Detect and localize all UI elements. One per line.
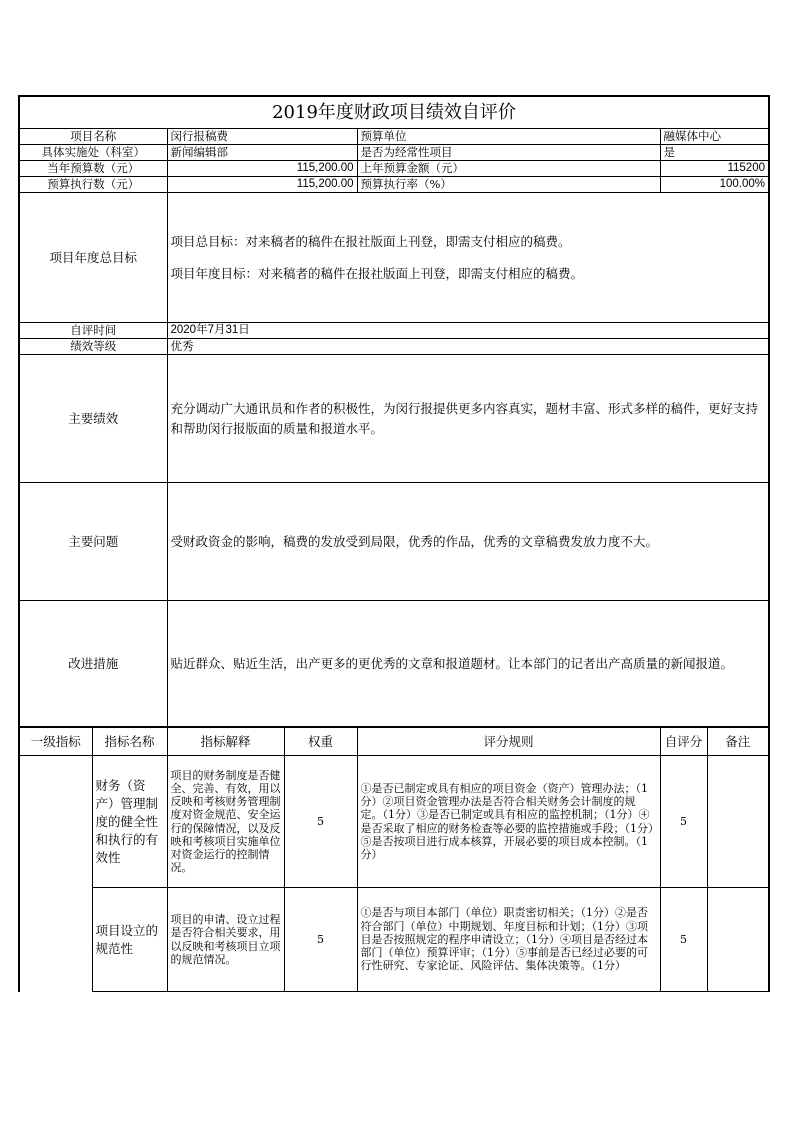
indicator-note [707,756,769,888]
performance-text: 充分调动广大通讯员和作者的积极性，为闵行报提供更多内容真实，题材丰富、形式多样的稿件，更好支持和帮助闵行报版面的质量和报道水平。 [167,355,769,483]
summary-table [18,95,770,727]
exec-amount: 115,200.00 [167,177,357,193]
problems-label: 主要问题 [19,483,167,601]
indicator-name: 项目设立的规范性 [92,888,167,992]
last-budget-label: 上年预算金额（元） [357,161,660,177]
header-rule: 评分规则 [357,728,660,756]
goals-content [167,193,769,323]
eval-time-label: 自评时间 [19,323,167,339]
goals-label: 项目年度总目标 [19,193,167,323]
table-row [19,756,769,888]
current-budget-label: 当年预算数（元） [19,161,167,177]
indicator-note [707,888,769,992]
header-note: 备注 [707,728,769,756]
measures-text: 贴近群众、贴近生活，出产更多的更优秀的文章和报道题材。让本部门的记者出产高质量的新闻报道。 [167,601,769,727]
last-budget: 115200 [660,161,769,177]
indicator-name: 财务（资产）管理制度的健全性和执行的有效性 [92,756,167,888]
indicator-rule: ①是否与项目本部门（单位）职责密切相关；（1分）②是否符合部门（单位）中期规划、年度目标和计划；（1分）③项目是否按照规定的程序申请设立；（1分）④项目是否经过本部门（单位）预算评审；（1分）⑤事前是否已经过必要的可行性研究、专家论证、风险评估、集体决策等。（1分） [357,888,660,992]
goal-overall: 项目总目标：对来稿者的稿件在报社版面上刊登，即需支付相应的稿费。 [170,233,571,249]
indicator-table [18,727,770,992]
problems-text: 受财政资金的影响，稿费的发放受到局限，优秀的作品，优秀的文章稿费发放力度不大。 [167,483,769,601]
exec-rate: 100.00% [660,177,769,193]
exec-amount-label: 预算执行数（元） [19,177,167,193]
indicator-explanation: 项目的财务制度是否健全、完善、有效，用以反映和考核财务管理制度对资金规范、安全运行的保障情况，以及反映和考核项目实施单位对资金运行的控制情况。 [167,756,284,888]
level1-cell [19,756,92,992]
indicator-weight: 5 [284,756,357,888]
exec-rate-label: 预算执行率（%） [357,177,660,193]
evaluation-sheet [18,95,768,992]
goal-annual: 项目年度目标：对来稿者的稿件在报社版面上刊登，即需支付相应的稿费。 [170,265,584,281]
eval-time: 2020年7月31日 [167,323,769,339]
performance-label: 主要绩效 [19,355,167,483]
project-name-label: 项目名称 [19,129,167,145]
page-title: 2019年度财政项目绩效自评价 [19,96,769,129]
indicator-score: 5 [660,888,707,992]
recurring: 是 [660,145,769,161]
dept-label: 具体实施处（科室） [19,145,167,161]
dept: 新闻编辑部 [167,145,357,161]
measures-label: 改进措施 [19,601,167,727]
grade-label: 绩效等级 [19,339,167,355]
grade: 优秀 [167,339,769,355]
header-weight: 权重 [284,728,357,756]
header-level1: 一级指标 [19,728,92,756]
budget-unit-label: 预算单位 [357,129,660,145]
budget-unit: 融媒体中心 [660,129,769,145]
header-score: 自评分 [660,728,707,756]
table-row [19,888,769,992]
current-budget: 115,200.00 [167,161,357,177]
header-indicator-name: 指标名称 [92,728,167,756]
recurring-label: 是否为经常性项目 [357,145,660,161]
indicator-weight: 5 [284,888,357,992]
project-name: 闵行报稿费 [167,129,357,145]
indicator-score: 5 [660,756,707,888]
indicator-rule: ①是否已制定或具有相应的项目资金（资产）管理办法；（1分）②项目资金管理办法是否符合相关财务会计制度的规定。（1分）③是否已制定或具有相应的监控机制；（1分）④是否采取了相应的财务检查等必要的监控措施或手段；（1分）⑤是否按项目进行成本核算，开展必要的项目成本控制。（1分） [357,756,660,888]
indicator-explanation: 项目的申请、设立过程是否符合相关要求，用以反映和考核项目立项的规范情况。 [167,888,284,992]
header-explanation: 指标解释 [167,728,284,756]
